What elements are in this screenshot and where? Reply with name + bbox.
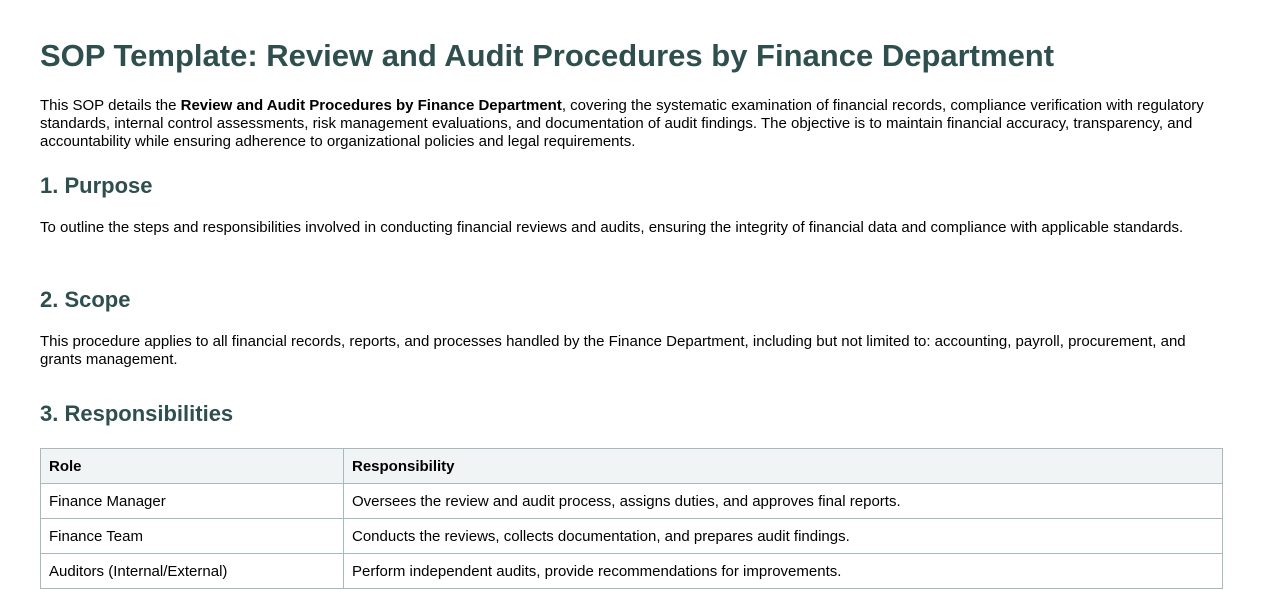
responsibility-cell: Oversees the review and audit process, assigns duties, and approves final reports.	[344, 484, 1223, 519]
intro-prefix: This SOP details the	[40, 97, 181, 114]
responsibilities-table	[40, 448, 1223, 589]
section-heading-scope: 2. Scope	[40, 287, 131, 312]
intro-paragraph	[40, 97, 1223, 151]
responsibility-cell: Perform independent audits, provide recommendations for improvements.	[344, 554, 1223, 589]
scope-paragraph: This procedure applies to all financial records, reports, and processes handled by the Finance Department, including but not limited to: accounting, payroll, procurement, and grants management.	[40, 333, 1186, 368]
table-row	[41, 554, 1223, 589]
purpose-paragraph: To outline the steps and responsibilities involved in conducting financial reviews and audits, ensuring the integrity of financial data and compliance with applicable standards.	[40, 219, 1184, 236]
intro-bold-phrase: Review and Audit Procedures by Finance Department	[180, 97, 562, 114]
table-header-row	[41, 449, 1223, 484]
section-heading-responsibilities: 3. Responsibilities	[40, 401, 234, 426]
column-header-role: Role	[41, 449, 344, 484]
role-cell: Auditors (Internal/External)	[41, 554, 344, 589]
role-cell: Finance Team	[41, 519, 344, 554]
role-cell: Finance Manager	[41, 484, 344, 519]
responsibility-cell: Conducts the reviews, collects documentation, and prepares audit findings.	[344, 519, 1223, 554]
section-heading-purpose: 1. Purpose	[40, 173, 153, 198]
table-row	[41, 519, 1223, 554]
column-header-responsibility: Responsibility	[344, 449, 1223, 484]
table-row	[41, 484, 1223, 519]
page-title: SOP Template: Review and Audit Procedures by Finance Department	[40, 38, 1055, 73]
intro-suffix: , covering the systematic examination of financial records, compliance verification with regulatory standards, internal control assessments, risk management evaluations, and documentation of audit findings. The objective is to maintain financial accuracy, transparency, and accountability while ensuring adherence to organizational policies and legal requirements.	[40, 97, 1204, 150]
